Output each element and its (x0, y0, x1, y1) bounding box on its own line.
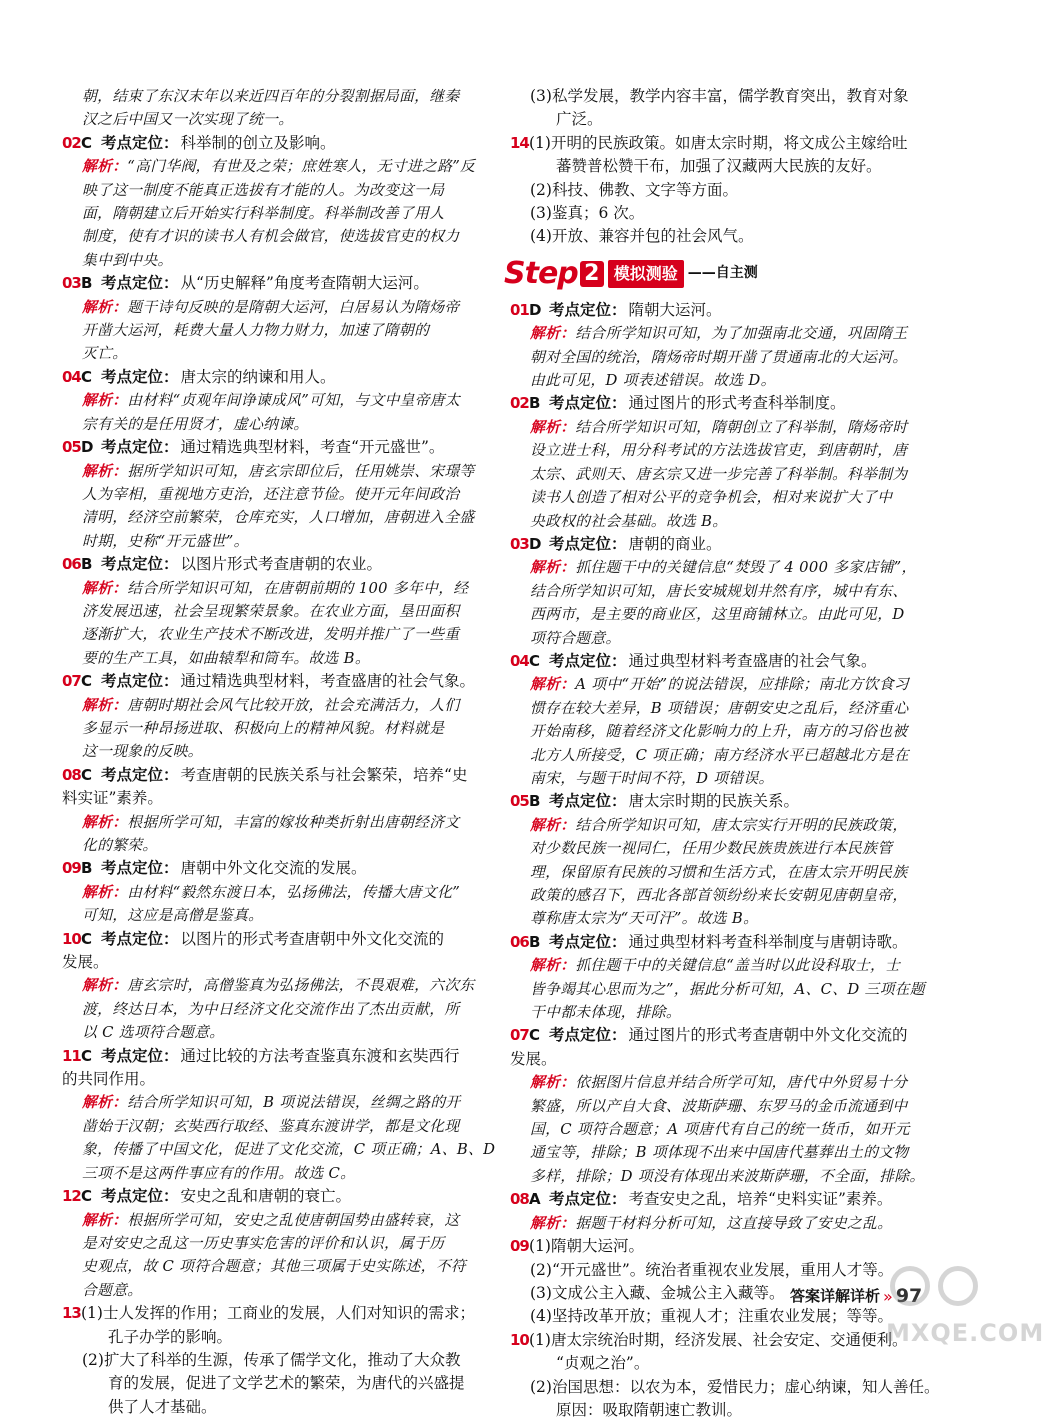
answer-letter: B (81, 555, 93, 574)
question-head (510, 931, 950, 954)
question-number: 02 (510, 394, 529, 413)
analysis-text: 合题意。 (82, 1281, 143, 1299)
answer-line: (2)治国思想：以农为本，爱惜民力；虚心纳谏，知人善任。 (530, 1377, 940, 1396)
question-number: 10 (62, 929, 81, 948)
analysis-label: 解析： (530, 325, 576, 343)
kaodian-label: 考点定位： (549, 651, 627, 670)
answer-letter: B (529, 932, 541, 951)
answer-line: 育的发展，促进了文学艺术的繁荣，为唐代的兴盛提 (108, 1374, 465, 1393)
analysis-line (62, 249, 502, 272)
analysis-text: 繁盛，所以产自大食、波斯萨珊、东罗马的金币流通到中 (530, 1097, 908, 1115)
analysis-label: 解析： (82, 392, 128, 410)
step-subtitle: ——自主测 (687, 265, 758, 282)
kaodian-label: 考点定位： (549, 300, 627, 319)
analysis-text: 朝对全国的统治，隋炀帝时期开凿了贯通南北的大运河。 (530, 348, 908, 366)
analysis-line (510, 463, 950, 486)
analysis-line (510, 861, 950, 884)
analysis-text: 可知，这应是高僧是鉴真。 (82, 907, 264, 925)
analysis-text: 理，保留原有民族的习惯和生活方式，在唐太宗开明民族 (530, 863, 908, 881)
answer-line: (3)鉴真；6 次。 (530, 204, 645, 223)
answer-letter: C (81, 1187, 93, 1206)
question-number: 05 (62, 438, 81, 457)
analysis-line (62, 342, 502, 365)
analysis-label: 解析： (82, 298, 128, 316)
analysis-line (62, 413, 502, 436)
question-head (510, 533, 950, 556)
analysis-line (62, 1255, 502, 1278)
analysis-label: 解析： (82, 1211, 128, 1229)
watermark-circle-icon (890, 1266, 930, 1306)
analysis-text: 人为宰相，重视地方吏治，还注意节俭。使开元年间政治 (82, 485, 460, 503)
analysis-label: 解析： (82, 696, 128, 714)
question-head (62, 857, 502, 880)
watermark-circle-icon (938, 1266, 978, 1306)
answer-line: (3)私学发展，教学内容丰富，儒学教育突出，教育对象 (530, 87, 909, 105)
analysis-line (510, 1212, 950, 1235)
question-number: 07 (510, 1026, 529, 1045)
question-number: 08 (510, 1190, 529, 1209)
question-head (510, 1024, 950, 1047)
analysis-line (510, 346, 950, 369)
analysis-text: 据所学知识可知，唐玄宗即位后，任用姚崇、宋璟等 (127, 462, 475, 480)
kaodian-label: 考点定位： (101, 859, 179, 878)
analysis-text: 国，C 项符合题意；A 项唐代有自己的统一货币，如开元 (530, 1121, 910, 1139)
analysis-text: 央政权的社会基础。故选 B。 (530, 512, 728, 530)
analysis-label: 解析： (530, 816, 576, 834)
analysis-line (62, 155, 502, 178)
analysis-text: 灭亡。 (82, 345, 128, 363)
analysis-line (510, 978, 950, 1001)
kaodian-label: 考点定位： (549, 792, 627, 811)
question-number: 07 (62, 672, 81, 691)
kaodian-label: 考点定位： (101, 765, 179, 784)
answer-line: 供了人才基础。 (108, 1397, 217, 1416)
analysis-label: 解析： (82, 158, 128, 176)
question-number: 06 (62, 555, 81, 574)
analysis-line (62, 740, 502, 763)
analysis-text: 对少数民族一视同仁，任用少数民族贵族进行本民族管 (530, 840, 893, 858)
footer-label: 答案详解详析 (790, 1287, 881, 1305)
analysis-line (510, 814, 950, 837)
question-head (62, 670, 502, 693)
analysis-text: 开始南移，随着经济文化影响力的上升，南方的习俗也被 (530, 723, 908, 741)
question-head (510, 392, 950, 415)
answer-letter: D (529, 534, 542, 553)
analysis-text: 结合所学知识可知，唐太宗实行开明的民族政策， (575, 816, 908, 834)
kaodian-label: 考点定位： (101, 929, 179, 948)
analysis-line (62, 1279, 502, 1302)
question-head (62, 272, 502, 295)
analysis-line (62, 179, 502, 202)
kaodian-text: 通过图片的形式考查科举制度。 (628, 394, 846, 413)
analysis-label: 解析： (82, 977, 128, 995)
analysis-line (62, 1115, 502, 1138)
analysis-line (62, 319, 502, 342)
answer-line: (4)坚持改革开放；重视人才；注重农业发展；等等。 (530, 1307, 893, 1326)
analysis-text: 设立进士科，用分科考试的方法选拔官吏，到唐朝时，唐 (530, 442, 908, 460)
analysis-line (62, 202, 502, 225)
analysis-text: 据题干材料分析可知，这直接导致了安史之乱。 (575, 1214, 893, 1232)
analysis-label: 解析： (530, 1074, 576, 1092)
analysis-text: 济发展迅速，社会呈现繁荣景象。在农业方面，垦田面积 (82, 602, 460, 620)
double-arrow-icon: » (883, 1287, 893, 1306)
question-number: 09 (510, 1237, 529, 1256)
analysis-line (510, 439, 950, 462)
question-number: 08 (62, 765, 81, 784)
kaodian-text: 考查安史之乱，培养“史料实证”素养。 (628, 1190, 893, 1209)
analysis-line (62, 483, 502, 506)
analysis-line (62, 389, 502, 412)
analysis-line (510, 1095, 950, 1118)
answer-line: (1)开明的民族政策。如唐太宗时期，将文成公主嫁给吐 (529, 133, 908, 152)
question-head (510, 650, 950, 673)
analysis-text: 多样，排除；D 项没有体现出来波斯萨珊，不全面，排除。 (530, 1167, 925, 1185)
analysis-line (510, 510, 950, 533)
analysis-line (510, 720, 950, 743)
answer-line: (3)文成公主入藏、金城公主入藏等。 (530, 1283, 785, 1302)
analysis-label: 解析： (82, 462, 128, 480)
answer-letter: D (81, 438, 94, 457)
answer-letter: C (81, 672, 93, 691)
intro-line: 朝，结束了东汉末年以来近四百年的分裂割据局面，继秦 (82, 88, 460, 105)
answer-letter: C (81, 929, 93, 948)
analysis-text: 这一现象的反映。 (82, 743, 203, 761)
answer-letter: D (529, 300, 542, 319)
intro-line: 汉之后中国又一次实现了统一。 (82, 111, 294, 129)
analysis-text: 由此可见，D 项表述错误。故选 D。 (530, 372, 776, 390)
analysis-text: 开凿大运河，耗费大量人力物力财力，加速了隋朝的 (82, 322, 430, 340)
analysis-line (510, 369, 950, 392)
analysis-line (62, 717, 502, 740)
question-number: 02 (62, 133, 81, 152)
kaodian-text-cont: 的共同作用。 (62, 1070, 156, 1089)
analysis-text: 要的生产工具，如曲辕犁和筒车。故选 B。 (82, 649, 370, 667)
analysis-line (510, 1141, 950, 1164)
answer-line: (2)扩大了科举的生源，传承了儒学文化，推动了大众教 (82, 1350, 461, 1369)
answer-letter: A (529, 1190, 541, 1209)
kaodian-text: 通过典型材料考查科举制度与唐朝诗歌。 (628, 932, 908, 951)
analysis-line (62, 647, 502, 670)
analysis-text: 是对安史之乱这一历史事实危害的评价和认识，属于历 (82, 1234, 445, 1252)
answer-letter: C (81, 1046, 93, 1065)
left-column (62, 85, 502, 1419)
kaodian-text-cont: 发展。 (510, 1049, 557, 1068)
analysis-line (62, 811, 502, 834)
answer-letter: B (81, 274, 93, 293)
question-number: 05 (510, 792, 529, 811)
analysis-line (510, 486, 950, 509)
kaodian-text-cont: 发展。 (62, 953, 109, 972)
analysis-label: 解析： (530, 676, 576, 694)
analysis-line (510, 697, 950, 720)
kaodian-text: 唐朝中外文化交流的发展。 (180, 859, 367, 878)
analysis-line (510, 1165, 950, 1188)
kaodian-label: 考点定位： (549, 394, 627, 413)
kaodian-text: 隋朝大运河。 (628, 300, 722, 319)
analysis-text: 面，隋朝建立后开始实行科举制度。科举制改善了用人 (82, 205, 445, 223)
page-number: 97 (895, 1285, 923, 1307)
analysis-line (62, 296, 502, 319)
analysis-line (510, 767, 950, 790)
analysis-line (62, 225, 502, 248)
answer-line: (2)科技、佛教、文字等方面。 (530, 180, 738, 199)
kaodian-label: 考点定位： (101, 1187, 179, 1206)
analysis-line (510, 627, 950, 650)
step-title: 模拟测验 (608, 260, 684, 287)
analysis-text: 依据图片信息并结合所学可知，唐代中外贸易十分 (575, 1074, 908, 1092)
analysis-text: 时期，史称“开元盛世”。 (82, 532, 249, 550)
analysis-line (510, 673, 950, 696)
kaodian-text: 唐太宗时期的民族关系。 (628, 792, 800, 811)
question-number: 01 (510, 300, 529, 319)
analysis-line (62, 1021, 502, 1044)
kaodian-label: 考点定位： (101, 367, 179, 386)
analysis-line (62, 1232, 502, 1255)
kaodian-label: 考点定位： (549, 1026, 627, 1045)
analysis-text: 结合所学知识可知，B 项说法错误，丝绸之路的开 (127, 1094, 461, 1112)
analysis-label: 解析： (530, 1214, 576, 1232)
question-head (510, 1235, 950, 1258)
kaodian-text: 考查唐朝的民族关系与社会繁荣，培养“史 (180, 765, 468, 784)
answer-line: (2)“开元盛世”。统治者重视农业发展，重用人才等。 (530, 1260, 894, 1279)
analysis-text: 由材料“贞观年间诤谏成风”可知，与文中皇帝唐太 (127, 392, 461, 410)
kaodian-text: 唐朝的商业。 (628, 534, 722, 553)
question-head (510, 299, 950, 322)
analysis-text: 唐朝时期社会风气比较开放，社会充满活力，人们 (127, 696, 460, 714)
kaodian-label: 考点定位： (549, 932, 627, 951)
answer-line: “贞观之治”。 (556, 1354, 650, 1373)
answer-line: 孔子办学的影响。 (108, 1327, 233, 1346)
analysis-line (62, 1209, 502, 1232)
kaodian-label: 考点定位： (101, 1046, 179, 1065)
analysis-text: 读书人创造了相对公平的竞争机会，相对来说扩大了中 (530, 489, 893, 507)
analysis-line (62, 506, 502, 529)
step-word: Step (504, 256, 578, 292)
kaodian-text: 以图片形式考查唐朝的农业。 (180, 555, 383, 574)
kaodian-text: 通过精选典型材料，考查“开元盛世”。 (180, 438, 445, 457)
analysis-text: 结合所学知识可知，在唐朝前期的 100 多年中，经 (127, 579, 469, 597)
question-head (510, 132, 950, 155)
analysis-text: 化的繁荣。 (82, 837, 158, 854)
kaodian-text: 通过典型材料考查盛唐的社会气象。 (628, 651, 877, 670)
analysis-line (510, 907, 950, 930)
analysis-line (62, 600, 502, 623)
analysis-line (510, 580, 950, 603)
watermark-logo (886, 1262, 1044, 1362)
kaodian-label: 考点定位： (101, 555, 179, 574)
answer-letter: B (81, 859, 93, 878)
analysis-line (510, 556, 950, 579)
question-number: 06 (510, 932, 529, 951)
analysis-text: 唐玄宗时，高僧鉴真为弘扬佛法，不畏艰难，六次东 (127, 977, 475, 995)
analysis-text: 北方人所接受，C 项正确；南方经济水平已超越北方是在 (530, 746, 909, 764)
kaodian-label: 考点定位： (549, 1190, 627, 1209)
analysis-text: 抓住题干中的关键信息“盖当时以此设科取士，士 (575, 957, 901, 975)
analysis-text: 多显示一种昂扬进取、积极向上的精神风貌。材料就是 (82, 719, 445, 737)
analysis-label: 解析： (82, 1094, 128, 1112)
kaodian-text: 通过图片的形式考查唐朝中外文化交流的 (628, 1026, 908, 1045)
analysis-text: 抓住题干中的关键信息“焚毁了 4 000 多家店铺”， (575, 559, 917, 577)
analysis-line (62, 1162, 502, 1185)
analysis-text: 通宝等，排除；B 项体现不出来中国唐代墓葬出土的文物 (530, 1144, 909, 1162)
analysis-line (510, 1118, 950, 1141)
question-number: 03 (510, 534, 529, 553)
question-number: 04 (62, 367, 81, 386)
kaodian-label: 考点定位： (101, 274, 179, 293)
question-number: 14 (510, 133, 529, 152)
answer-line: 广泛。 (556, 110, 603, 129)
analysis-label: 解析： (530, 957, 576, 975)
kaodian-text: 通过精选典型材料，考查盛唐的社会气象。 (180, 672, 476, 691)
kaodian-text: 安史之乱和唐朝的衰亡。 (180, 1187, 352, 1206)
analysis-text: 南宋，与题干时间不符，D 项错误。 (530, 769, 774, 787)
analysis-label: 解析： (530, 559, 576, 577)
question-head (510, 1329, 950, 1352)
question-head (510, 790, 950, 813)
analysis-label: 解析： (82, 579, 128, 597)
analysis-text: 史观点，故 C 项符合题意；其他三项属于史实陈述，不符 (82, 1258, 466, 1276)
answer-letter: B (529, 792, 541, 811)
question-head (510, 1188, 950, 1211)
answer-line: (1)隋朝大运河。 (529, 1237, 644, 1256)
analysis-text: 象，传播了中国文化，促进了文化交流，C 项正确；A、B、D (82, 1141, 496, 1159)
analysis-text: 映了这一制度不能真正选拔有才能的人。为改变这一局 (82, 181, 445, 199)
step-number: 2 (580, 261, 604, 287)
answer-line: 原因：吸取隋朝速亡教训。 (556, 1400, 743, 1419)
analysis-text: 西两市，是主要的商业区，这里商铺林立。由此可见，D (530, 606, 905, 624)
analysis-label: 解析： (82, 883, 128, 901)
analysis-line (62, 834, 502, 857)
analysis-text: 结合所学知识可知，为了加强南北交通，巩固隋王 (575, 325, 908, 343)
answer-line: (1)士人发挥的作用；工商业的发展，人们对知识的需求； (81, 1304, 475, 1323)
analysis-line (62, 904, 502, 927)
step-banner (504, 255, 950, 293)
kaodian-text: 科举制的创立及影响。 (180, 133, 336, 152)
answer-letter: B (529, 394, 541, 413)
analysis-text: 题干诗句反映的是隋朝大运河，白居易认为隋炀帝 (127, 298, 460, 316)
kaodian-text: 通过比较的方法考查鉴真东渡和玄奘西行 (180, 1046, 460, 1065)
question-number: 09 (62, 859, 81, 878)
analysis-line (62, 530, 502, 553)
kaodian-label: 考点定位： (101, 672, 179, 691)
question-number: 12 (62, 1187, 81, 1206)
question-number: 03 (62, 274, 81, 293)
analysis-line (62, 1091, 502, 1114)
analysis-label: 解析： (82, 813, 128, 831)
analysis-line (62, 577, 502, 600)
analysis-text: 逐渐扩大，农业生产技术不断改进，发明并推广了一些重 (82, 626, 460, 644)
right-column (504, 85, 950, 1422)
question-number: 11 (62, 1046, 81, 1065)
analysis-line (510, 416, 950, 439)
question-number: 13 (62, 1304, 81, 1323)
answer-letter: C (81, 133, 93, 152)
analysis-text: 凿始于汉朝；玄奘西行取经、鉴真东渡讲学，都是文化现 (82, 1117, 460, 1135)
analysis-text: 项符合题意。 (530, 629, 621, 647)
analysis-text: 干中都未体现，排除。 (530, 1004, 681, 1022)
analysis-text: 皆争竭其心思而为之”，据此分析可知，A、C、D 三项在题 (530, 980, 925, 998)
question-head (62, 132, 502, 155)
kaodian-text: 唐太宗的纳谏和用人。 (180, 367, 336, 386)
analysis-line (510, 1071, 950, 1094)
analysis-line (510, 884, 950, 907)
kaodian-label: 考点定位： (101, 133, 179, 152)
question-head (62, 1045, 502, 1068)
analysis-text: 太宗、武则天、唐玄宗又进一步完善了科举制。科举制为 (530, 465, 908, 483)
analysis-line (510, 744, 950, 767)
analysis-line (62, 460, 502, 483)
analysis-line (510, 322, 950, 345)
answer-letter: C (81, 765, 93, 784)
question-number: 10 (510, 1330, 529, 1349)
analysis-text: 结合所学知识可知，隋朝创立了科举制，隋炀帝时 (575, 418, 908, 436)
kaodian-label: 考点定位： (101, 438, 179, 457)
question-head (62, 764, 502, 787)
analysis-text: 制度，使有才识的读书人有机会做官，使选拔官吏的权力 (82, 228, 460, 246)
analysis-text: 以 C 选项符合题意。 (82, 1024, 225, 1042)
answer-letter: C (529, 1026, 541, 1045)
analysis-text: 宗有关的是任用贤才，虚心纳谏。 (82, 415, 309, 433)
analysis-line (62, 1138, 502, 1161)
analysis-text: 结合所学知识可知，唐长安城规划井然有序，城中有东、 (530, 582, 908, 600)
question-head (62, 1302, 502, 1325)
kaodian-text: 从“历史解释”角度考查隋朝大运河。 (180, 274, 429, 293)
answer-line: (4)开放、兼容并包的社会风气。 (530, 227, 754, 246)
analysis-text: 集中到中央。 (82, 251, 173, 269)
question-head (62, 366, 502, 389)
analysis-text: 三项不是这两件事应有的作用。故选 C。 (82, 1164, 356, 1182)
answer-letter: C (81, 367, 93, 386)
analysis-line (510, 1001, 950, 1024)
watermark-text: MXQE.COM (886, 1319, 1044, 1347)
analysis-text: 尊称唐太宗为“天可汗”。故选 B。 (530, 910, 759, 928)
analysis-text: “高门华阀，有世及之荣；庶姓寒人，无寸进之路”反 (127, 158, 476, 176)
analysis-label: 解析： (530, 418, 576, 436)
analysis-text: 由材料“毅然东渡日本，弘扬佛法，传播大唐文化” (127, 883, 461, 901)
analysis-text: 清明，经济空前繁荣，仓库充实，人口增加，唐朝进入全盛 (82, 509, 475, 527)
analysis-text: 渡，终达日本，为中日经济文化交流作出了杰出贡献，所 (82, 1000, 460, 1018)
analysis-line (510, 954, 950, 977)
answer-line: 蕃赞普松赞干布，加强了汉藏两大民族的友好。 (556, 157, 882, 176)
kaodian-label: 考点定位： (549, 534, 627, 553)
analysis-line (62, 623, 502, 646)
analysis-text: 根据所学可知，安史之乱使唐朝国势由盛转衰，这 (127, 1211, 460, 1229)
question-number: 04 (510, 651, 529, 670)
kaodian-text: 以图片的形式考查唐朝中外文化交流的 (180, 929, 445, 948)
question-head (62, 553, 502, 576)
analysis-line (62, 998, 502, 1021)
kaodian-text-cont: 料实证”素养。 (62, 789, 163, 808)
question-head (62, 928, 502, 951)
analysis-line (510, 837, 950, 860)
question-head (62, 436, 502, 459)
analysis-line (62, 881, 502, 904)
analysis-text: 惯存在较大差异，B 项错误；唐朝安史之乱后，经济重心 (530, 699, 909, 717)
analysis-line (62, 694, 502, 717)
answer-line: (1)唐太宗统治时期，经济发展、社会安定、交通便利。 (529, 1330, 908, 1349)
analysis-text: A 项中“开始”的说法错误，应排除；南北方饮食习 (575, 676, 909, 694)
analysis-line (510, 603, 950, 626)
analysis-text: 政策的感召下，西北各部首领纷纷来长安朝见唐朝皇帝， (530, 887, 908, 904)
answer-letter: C (529, 651, 541, 670)
question-head (62, 1185, 502, 1208)
analysis-text: 根据所学可知，丰富的嫁妆种类折射出唐朝经济文 (127, 813, 460, 831)
analysis-line (62, 974, 502, 997)
